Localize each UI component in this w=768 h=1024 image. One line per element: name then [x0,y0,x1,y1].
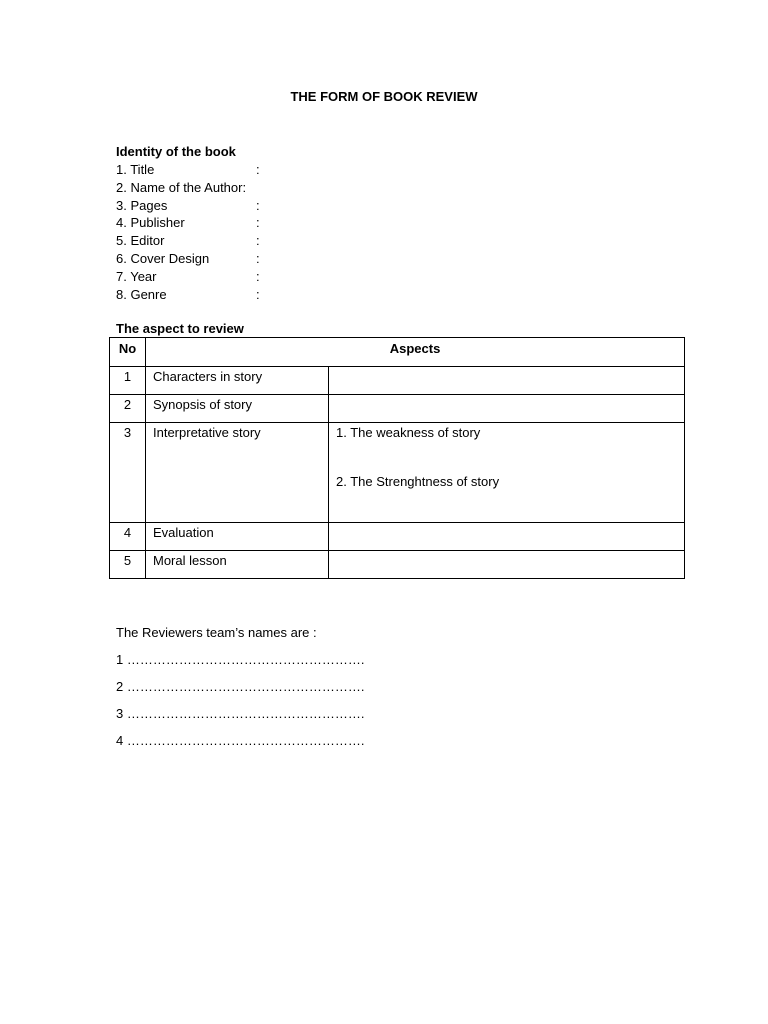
field-colon: : [256,215,260,231]
table-row [110,523,685,551]
row-aspect: Moral lesson [146,551,329,579]
field-title [116,161,416,179]
field-author [116,179,416,197]
detail-weakness: 1. The weakness of story [336,425,481,440]
row-number: 5 [110,551,146,579]
page-title: THE FORM OF BOOK REVIEW [290,89,478,104]
reviewers-section [116,624,516,749]
aspect-heading: The aspect to review [116,321,244,336]
field-publisher [116,214,416,232]
identity-heading: Identity of the book [116,144,236,159]
table-row [110,551,685,579]
header-no: No [110,338,146,367]
row-number: 1 [110,367,146,395]
row-aspect: Evaluation [146,523,329,551]
field-colon: : [256,268,260,284]
field-label: 7. Year [116,268,157,284]
row-detail[interactable] [329,551,685,579]
field-label: 5. Editor [116,233,165,249]
field-label: 2. Name of the Author: [116,179,247,195]
row-number: 4 [110,523,146,551]
field-colon: : [256,162,260,177]
detail-strength: 2. The Strenghtness of story [336,474,500,489]
field-colon: : [256,197,260,213]
aspect-table [109,337,685,579]
field-label: 4. Publisher [116,215,185,231]
field-label: 1. Title [116,162,155,177]
field-label: 6. Cover Design [116,250,210,266]
table-header-row [110,338,685,367]
header-aspects: Aspects [146,338,685,367]
row-aspect: Interpretative story [146,423,329,523]
field-year [116,268,416,286]
reviewers-label: The Reviewers team’s names are : [116,625,317,640]
row-aspect: Synopsis of story [146,395,329,423]
table-row [110,367,685,395]
field-label: 3. Pages [116,197,168,213]
field-label: 8. Genre [116,286,167,302]
table-row [110,423,685,523]
row-aspect: Characters in story [146,367,329,395]
field-editor [116,232,416,250]
table-row [110,395,685,423]
field-cover-design [116,250,416,268]
row-number: 2 [110,395,146,423]
field-colon: : [256,286,260,302]
field-pages [116,197,416,215]
row-detail[interactable] [329,523,685,551]
row-detail[interactable] [329,423,685,523]
reviewer-line[interactable]: 2 ………………………………………………. [116,679,365,694]
field-colon: : [256,233,260,249]
row-detail[interactable] [329,395,685,423]
reviewer-line[interactable]: 4 ………………………………………………. [116,733,365,748]
identity-section [116,143,416,303]
reviewer-line[interactable]: 1 ………………………………………………. [116,652,365,667]
field-genre [116,286,416,304]
field-colon: : [256,250,260,266]
reviewer-line[interactable]: 3 ………………………………………………. [116,706,365,721]
row-detail[interactable] [329,367,685,395]
row-number: 3 [110,423,146,523]
